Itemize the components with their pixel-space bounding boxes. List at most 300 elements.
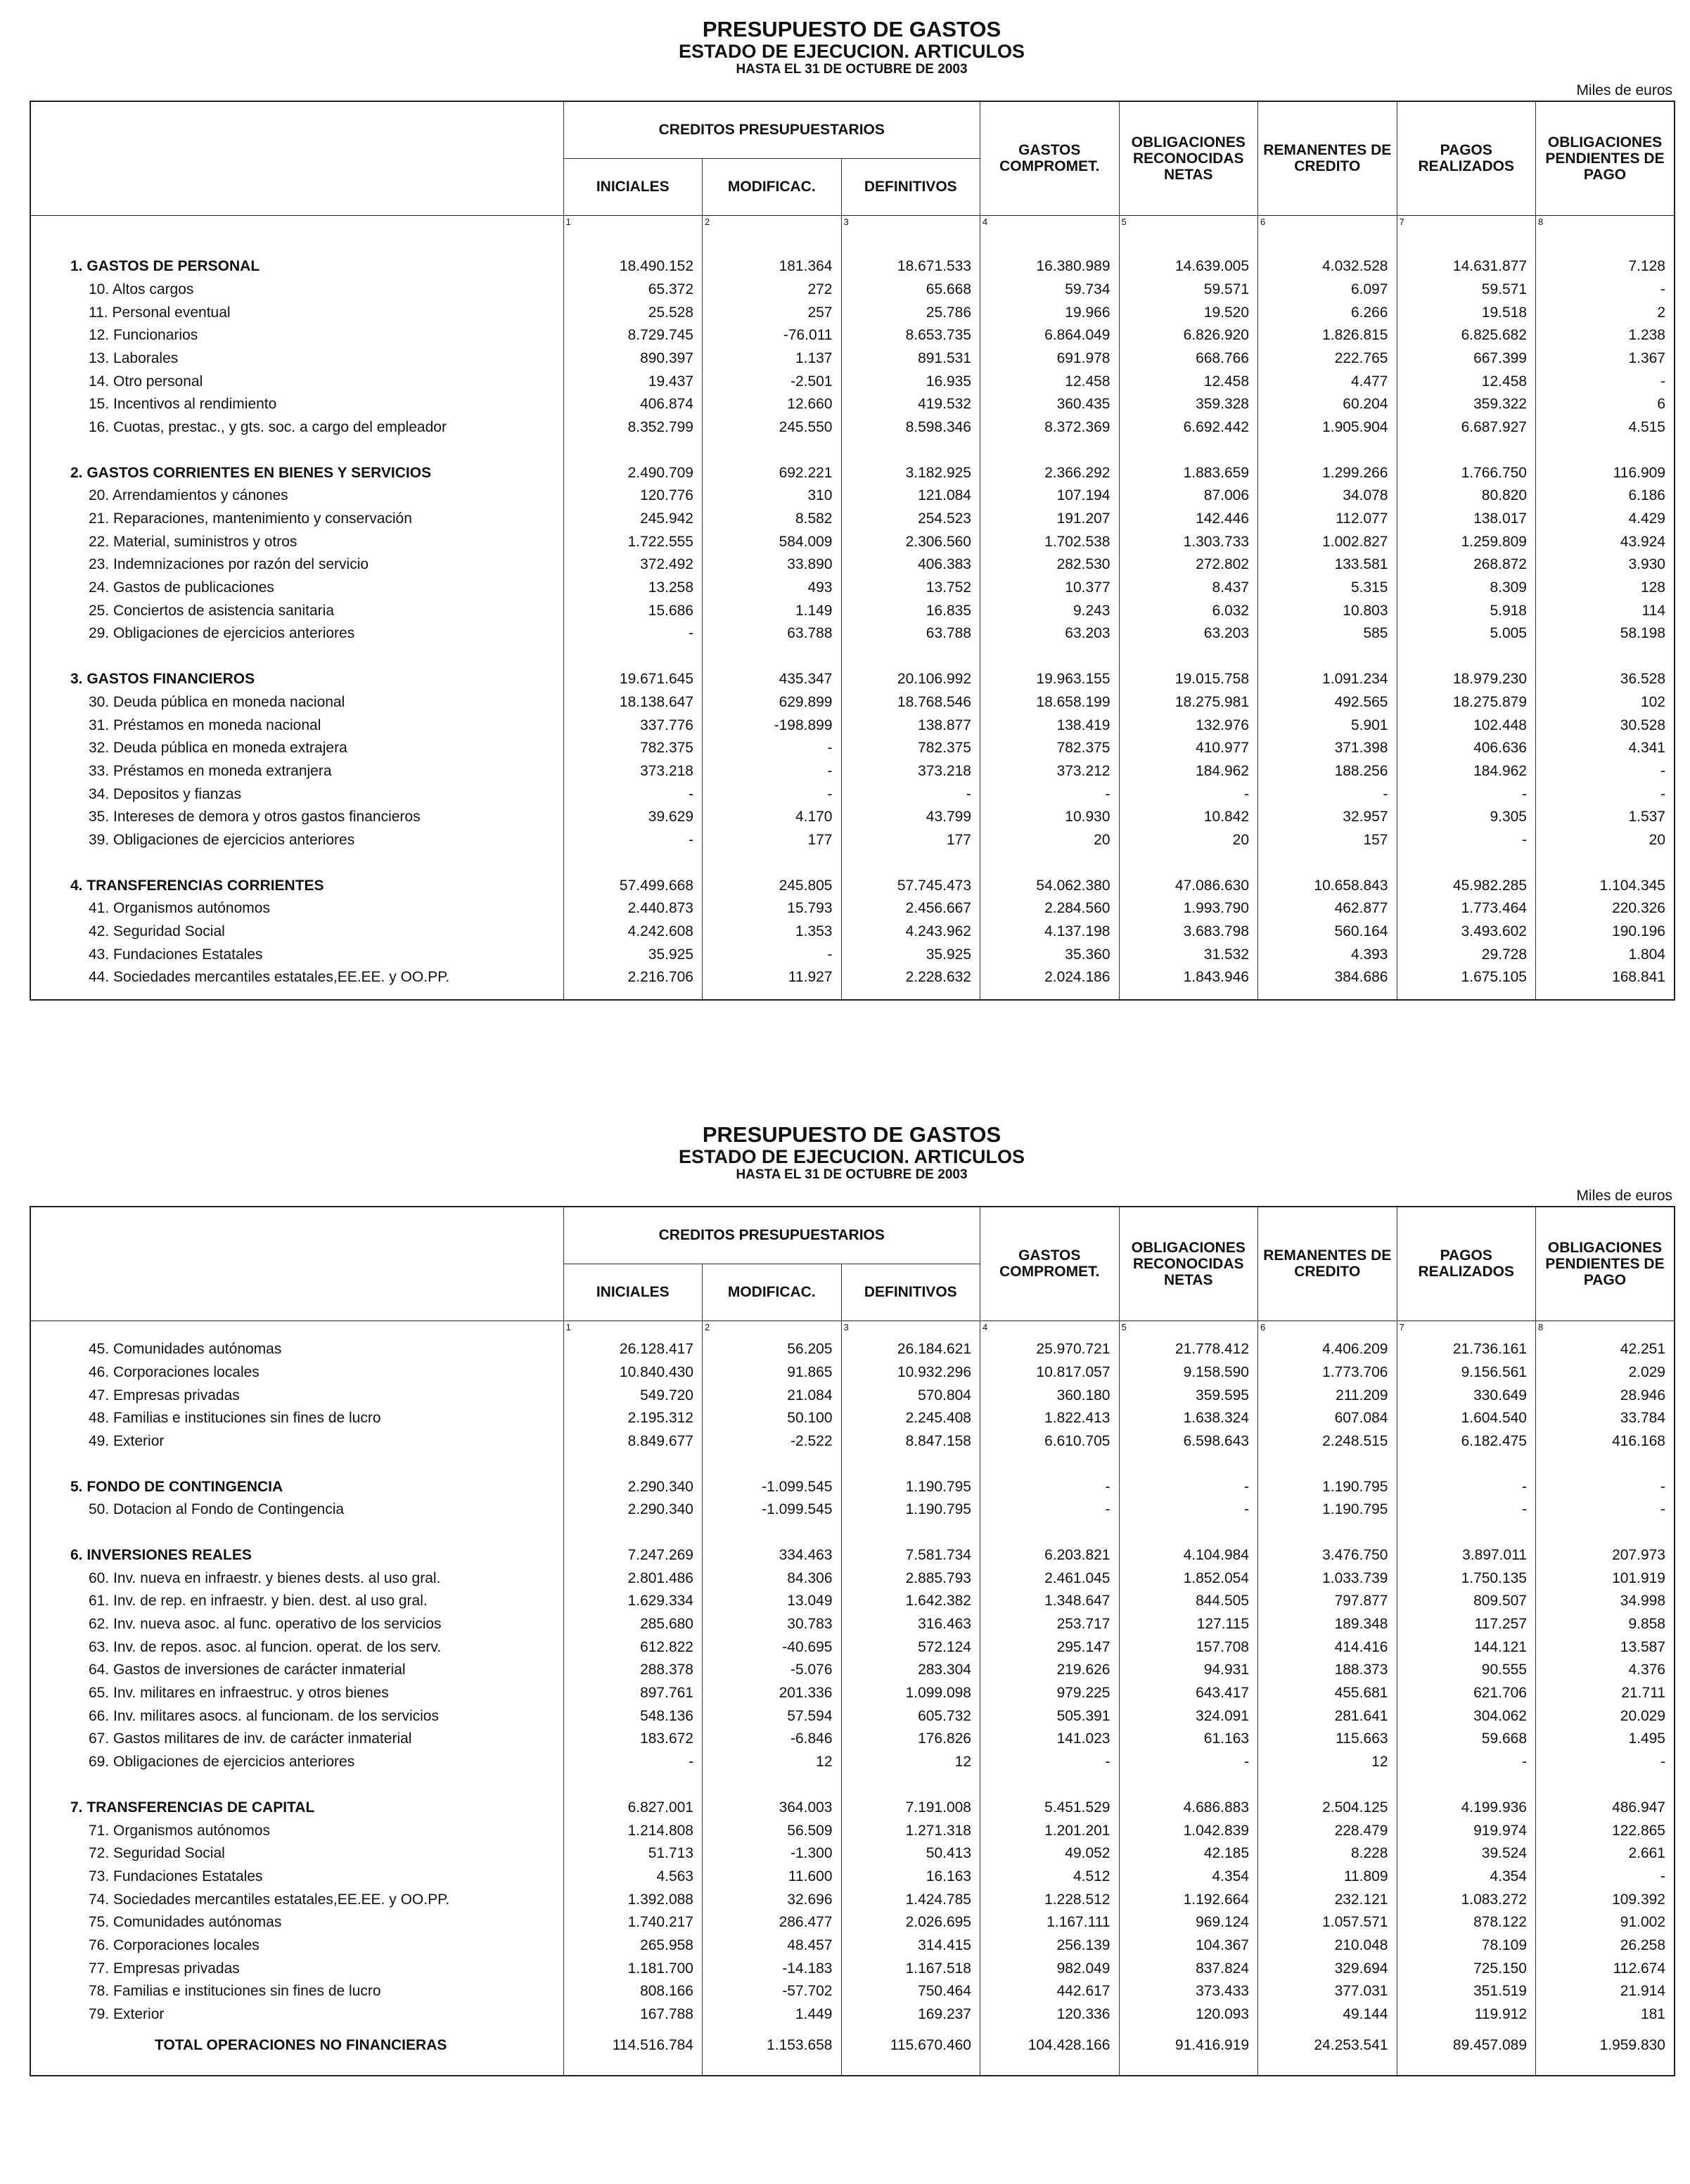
value-cell: 167.788 <box>563 2003 703 2026</box>
value-cell: 1.167.518 <box>841 1957 980 1980</box>
value-cell: 10.817.057 <box>980 1361 1120 1385</box>
value-cell: 210.048 <box>1258 1934 1397 1958</box>
article-row <box>30 1911 1675 1934</box>
article-row <box>30 553 1675 577</box>
value-cell: 605.732 <box>841 1704 980 1728</box>
value-cell: 549.720 <box>563 1384 703 1407</box>
value-cell: 20 <box>1119 829 1258 852</box>
row-label: 5. FONDO DE CONTINGENCIA <box>70 1478 283 1495</box>
value-cell: 42.185 <box>1119 1842 1258 1865</box>
value-cell: -1.099.545 <box>703 1475 842 1498</box>
value-cell: 101.919 <box>1536 1567 1675 1590</box>
spacer-cell <box>563 1453 703 1475</box>
value-cell: 373.218 <box>563 760 703 783</box>
row-label: 10. Altos cargos <box>89 281 194 297</box>
value-cell: 207.973 <box>1536 1544 1675 1567</box>
value-cell: 13.049 <box>703 1590 842 1613</box>
value-cell: 144.121 <box>1397 1636 1536 1659</box>
value-cell: 2.284.560 <box>980 897 1120 920</box>
value-cell: 65.372 <box>563 278 703 302</box>
row-label: 66. Inv. militares asocs. al funcionam. de los servicios <box>89 1707 439 1724</box>
value-cell: 1.167.111 <box>980 1911 1120 1934</box>
value-cell: 1.201.201 <box>980 1819 1120 1842</box>
budget-page <box>30 18 1674 1001</box>
value-cell: 91.416.919 <box>1119 2026 1258 2065</box>
value-cell: - <box>980 1498 1120 1522</box>
value-cell: 28.946 <box>1536 1384 1675 1407</box>
value-cell: 51.713 <box>563 1842 703 1865</box>
header-obligaciones: OBLIGACIONES RECONOCIDAS NETAS <box>1119 101 1258 216</box>
value-cell: 59.571 <box>1397 278 1536 302</box>
value-cell: 1.353 <box>703 920 842 944</box>
value-cell: 406.383 <box>841 553 980 577</box>
value-cell: 1.002.827 <box>1258 530 1397 553</box>
header-creditos: CREDITOS PRESUPUESTARIOS <box>563 101 980 159</box>
value-cell: 45.982.285 <box>1397 874 1536 897</box>
value-cell: 1.238 <box>1536 324 1675 347</box>
value-cell: 8.352.799 <box>563 416 703 439</box>
closing-row <box>30 989 1675 1000</box>
value-cell: 59.668 <box>1397 1728 1536 1751</box>
budget-table <box>30 101 1675 1001</box>
value-cell: 4.477 <box>1258 370 1397 393</box>
value-cell: 808.166 <box>563 1980 703 2003</box>
value-cell: 310 <box>703 484 842 508</box>
value-cell: 6.032 <box>1119 599 1258 622</box>
value-cell: 43.799 <box>841 806 980 829</box>
spacer-cell <box>563 439 703 461</box>
header-pagos: PAGOS REALIZADOS <box>1397 1207 1536 1321</box>
value-cell: 47.086.630 <box>1119 874 1258 897</box>
value-cell: -40.695 <box>703 1636 842 1659</box>
article-row <box>30 416 1675 439</box>
column-number-blank <box>30 1321 563 1338</box>
article-row <box>30 1567 1675 1590</box>
closing-cell <box>1536 2065 1675 2076</box>
value-cell: 10.842 <box>1119 806 1258 829</box>
value-cell: 493 <box>703 577 842 600</box>
spacer-cell <box>980 645 1120 668</box>
value-cell: 63.788 <box>703 622 842 645</box>
value-cell: 7.128 <box>1536 255 1675 278</box>
closing-cell <box>841 989 980 1000</box>
spacer-row <box>30 1453 1675 1475</box>
column-number: 5 <box>1119 1321 1258 1338</box>
spacer-row <box>30 233 1675 255</box>
row-label: 7. TRANSFERENCIAS DE CAPITAL <box>70 1799 315 1816</box>
value-cell: 1.773.464 <box>1397 897 1536 920</box>
value-cell: 21.084 <box>703 1384 842 1407</box>
value-cell: 191.207 <box>980 508 1120 531</box>
column-number: 6 <box>1258 215 1397 233</box>
value-cell: 288.378 <box>563 1659 703 1682</box>
article-row <box>30 1430 1675 1453</box>
value-cell: 91.865 <box>703 1361 842 1385</box>
column-number: 8 <box>1536 1321 1675 1338</box>
value-cell: 8.582 <box>703 508 842 531</box>
value-cell: 33.890 <box>703 553 842 577</box>
value-cell: 9.243 <box>980 599 1120 622</box>
spacer-cell <box>1397 1774 1536 1797</box>
date-line: HASTA EL 31 DE OCTUBRE DE 2003 <box>736 1167 968 1182</box>
value-cell: -14.183 <box>703 1957 842 1980</box>
spacer-cell <box>30 1453 563 1475</box>
value-cell: 4.512 <box>980 1865 1120 1889</box>
value-cell: 607.084 <box>1258 1407 1397 1430</box>
value-cell: 492.565 <box>1258 691 1397 714</box>
page-header <box>30 1124 1674 1182</box>
spacer-cell <box>980 1453 1120 1475</box>
value-cell: 360.180 <box>980 1384 1120 1407</box>
value-cell: 2.801.486 <box>563 1567 703 1590</box>
page-subtitle: ESTADO DE EJECUCION. ARTICULOS <box>678 40 1025 62</box>
spacer-cell <box>703 852 842 874</box>
value-cell: 1.826.815 <box>1258 324 1397 347</box>
value-cell: -198.899 <box>703 714 842 737</box>
header-definitivos: DEFINITIVOS <box>841 158 980 215</box>
value-cell: 56.509 <box>703 1819 842 1842</box>
article-row <box>30 530 1675 553</box>
spacer-cell <box>980 852 1120 874</box>
value-cell: 643.417 <box>1119 1682 1258 1705</box>
column-number: 8 <box>1536 215 1675 233</box>
closing-cell <box>1397 989 1536 1000</box>
value-cell: 32.957 <box>1258 806 1397 829</box>
article-row <box>30 943 1675 966</box>
spacer-cell <box>1258 439 1397 461</box>
value-cell: 1.149 <box>703 599 842 622</box>
value-cell: 63.788 <box>841 622 980 645</box>
closing-cell <box>841 2065 980 2076</box>
value-cell: 982.049 <box>980 1957 1120 1980</box>
column-number: 6 <box>1258 1321 1397 1338</box>
value-cell: 9.156.561 <box>1397 1361 1536 1385</box>
value-cell: 4.032.528 <box>1258 255 1397 278</box>
value-cell: 18.275.981 <box>1119 691 1258 714</box>
article-row <box>30 1888 1675 1911</box>
value-cell: 245.942 <box>563 508 703 531</box>
row-label: 30. Deuda pública en moneda nacional <box>89 693 345 710</box>
value-cell: 505.391 <box>980 1704 1120 1728</box>
value-cell: 809.507 <box>1397 1590 1536 1613</box>
value-cell: 12 <box>1258 1751 1397 1774</box>
value-cell: 18.768.546 <box>841 691 980 714</box>
spacer-cell <box>563 1522 703 1544</box>
value-cell: 121.084 <box>841 484 980 508</box>
value-cell: 1.993.790 <box>1119 897 1258 920</box>
closing-cell <box>1258 989 1397 1000</box>
article-row <box>30 1407 1675 1430</box>
article-row <box>30 1842 1675 1865</box>
value-cell: 10.840.430 <box>563 1361 703 1385</box>
value-cell: 25.528 <box>563 301 703 324</box>
value-cell: 34.078 <box>1258 484 1397 508</box>
value-cell: 7.191.008 <box>841 1797 980 1820</box>
row-label: 65. Inv. militares en infraestruc. y otros bienes <box>89 1685 389 1702</box>
row-label: 67. Gastos militares de inv. de carácter inmaterial <box>89 1730 412 1747</box>
spacer-cell <box>1397 233 1536 255</box>
row-label: 32. Deuda pública en moneda extrajera <box>89 740 347 757</box>
value-cell: 120.776 <box>563 484 703 508</box>
article-row <box>30 1613 1675 1636</box>
spacer-cell <box>1119 233 1258 255</box>
value-cell: 91.002 <box>1536 1911 1675 1934</box>
row-label: 71. Organismos autónomos <box>89 1822 270 1839</box>
spacer-cell <box>30 1774 563 1797</box>
value-cell: 2.245.408 <box>841 1407 980 1430</box>
article-row <box>30 691 1675 714</box>
value-cell: 6.266 <box>1258 301 1397 324</box>
row-label: 64. Gastos de inversiones de carácter inmaterial <box>89 1662 406 1678</box>
value-cell: 18.275.879 <box>1397 691 1536 714</box>
value-cell: 168.841 <box>1536 966 1675 989</box>
row-label: 46. Corporaciones locales <box>89 1363 260 1380</box>
value-cell: 115.663 <box>1258 1728 1397 1751</box>
value-cell: 265.958 <box>563 1934 703 1958</box>
value-cell: 4.376 <box>1536 1659 1675 1682</box>
value-cell: 141.023 <box>980 1728 1120 1751</box>
value-cell: 1.959.830 <box>1536 2026 1675 2065</box>
value-cell: 4.137.198 <box>980 920 1120 944</box>
article-row <box>30 1957 1675 1980</box>
value-cell: 272.802 <box>1119 553 1258 577</box>
header-obligaciones: OBLIGACIONES RECONOCIDAS NETAS <box>1119 1207 1258 1321</box>
value-cell: 256.139 <box>980 1934 1120 1958</box>
value-cell: 228.479 <box>1258 1819 1397 1842</box>
value-cell: 1.299.266 <box>1258 461 1397 484</box>
value-cell: 1.822.413 <box>980 1407 1120 1430</box>
value-cell: 1.766.750 <box>1397 461 1536 484</box>
value-cell: 891.531 <box>841 347 980 371</box>
article-row <box>30 577 1675 600</box>
value-cell: 283.304 <box>841 1659 980 1682</box>
value-cell: 19.671.645 <box>563 668 703 691</box>
value-cell: 138.419 <box>980 714 1120 737</box>
value-cell: 122.865 <box>1536 1819 1675 1842</box>
value-cell: 1.137 <box>703 347 842 371</box>
column-number: 4 <box>980 1321 1120 1338</box>
article-row <box>30 1819 1675 1842</box>
value-cell: 1.750.135 <box>1397 1567 1536 1590</box>
row-label: 22. Material, suministros y otros <box>89 533 297 550</box>
spacer-cell <box>1536 1453 1675 1475</box>
article-row <box>30 1384 1675 1407</box>
value-cell: 4.354 <box>1119 1865 1258 1889</box>
row-label: 63. Inv. de repos. asoc. al funcion. operat. de los serv. <box>89 1638 442 1655</box>
value-cell: - <box>703 760 842 783</box>
value-cell: 837.824 <box>1119 1957 1258 1980</box>
article-row <box>30 347 1675 371</box>
value-cell: 112.077 <box>1258 508 1397 531</box>
row-label: 4. TRANSFERENCIAS CORRIENTES <box>70 877 324 894</box>
value-cell: - <box>1119 783 1258 806</box>
closing-cell <box>980 989 1120 1000</box>
value-cell: 2 <box>1536 301 1675 324</box>
value-cell: 117.257 <box>1397 1613 1536 1636</box>
article-row <box>30 1934 1675 1958</box>
value-cell: -2.501 <box>703 370 842 393</box>
header-comprometidos: GASTOS COMPROMET. <box>980 1207 1120 1321</box>
value-cell: 58.198 <box>1536 622 1675 645</box>
value-cell: 285.680 <box>563 1613 703 1636</box>
value-cell: - <box>1536 278 1675 302</box>
value-cell: 157 <box>1258 829 1397 852</box>
value-cell: 157.708 <box>1119 1636 1258 1659</box>
value-cell: 94.931 <box>1119 1659 1258 1682</box>
article-row <box>30 897 1675 920</box>
row-label: 77. Empresas privadas <box>89 1960 240 1977</box>
value-cell: 3.476.750 <box>1258 1544 1397 1567</box>
spacer-cell <box>1536 439 1675 461</box>
article-row <box>30 278 1675 302</box>
value-cell: 979.225 <box>980 1682 1120 1705</box>
spacer-cell <box>1258 1522 1397 1544</box>
value-cell: - <box>563 622 703 645</box>
header-comprometidos: GASTOS COMPROMET. <box>980 101 1120 216</box>
spacer-cell <box>980 439 1120 461</box>
value-cell: 65.668 <box>841 278 980 302</box>
article-row <box>30 508 1675 531</box>
value-cell: 919.974 <box>1397 1819 1536 1842</box>
value-cell: 3.683.798 <box>1119 920 1258 944</box>
value-cell: 39.629 <box>563 806 703 829</box>
value-cell: 329.694 <box>1258 1957 1397 1980</box>
spacer-row <box>30 1522 1675 1544</box>
value-cell: 50.413 <box>841 1842 980 1865</box>
value-cell: 2.026.695 <box>841 1911 980 1934</box>
value-cell: 8.849.677 <box>563 1430 703 1453</box>
row-label: 62. Inv. nueva asoc. al func. operativo de los servicios <box>89 1616 442 1633</box>
value-cell: 57.499.668 <box>563 874 703 897</box>
value-cell: 782.375 <box>841 737 980 760</box>
value-cell: -2.522 <box>703 1430 842 1453</box>
closing-cell <box>30 2065 563 2076</box>
spacer-cell <box>30 852 563 874</box>
value-cell: 63.203 <box>1119 622 1258 645</box>
value-cell: - <box>703 737 842 760</box>
value-cell: 169.237 <box>841 2003 980 2026</box>
row-label: 39. Obligaciones de ejercicios anteriores <box>89 831 355 848</box>
value-cell: 12.458 <box>1119 370 1258 393</box>
value-cell: - <box>1536 1498 1675 1522</box>
article-row <box>30 301 1675 324</box>
category-row <box>30 874 1675 897</box>
spacer-cell <box>563 645 703 668</box>
value-cell: 10.932.296 <box>841 1361 980 1385</box>
value-cell: 1.642.382 <box>841 1590 980 1613</box>
value-cell: 295.147 <box>980 1636 1120 1659</box>
value-cell: 1.905.904 <box>1258 416 1397 439</box>
value-cell: 1.495 <box>1536 1728 1675 1751</box>
value-cell: 19.015.758 <box>1119 668 1258 691</box>
article-row <box>30 1728 1675 1751</box>
column-number: 3 <box>841 215 980 233</box>
value-cell: 114.516.784 <box>563 2026 703 2065</box>
row-label: 23. Indemnizaciones por razón del servicio <box>89 556 369 573</box>
category-row <box>30 1475 1675 1498</box>
value-cell: 245.550 <box>703 416 842 439</box>
value-cell: - <box>1536 760 1675 783</box>
page-title: PRESUPUESTO DE GASTOS <box>702 1122 1001 1147</box>
spacer-cell <box>1397 439 1536 461</box>
row-label: 31. Préstamos en moneda nacional <box>89 717 321 733</box>
spacer-cell <box>30 233 563 255</box>
value-cell: 1.629.334 <box>563 1590 703 1613</box>
row-label: 50. Dotacion al Fondo de Contingencia <box>89 1501 345 1518</box>
value-cell: 2.290.340 <box>563 1498 703 1522</box>
value-cell: 2.504.125 <box>1258 1797 1397 1820</box>
value-cell: 897.761 <box>563 1682 703 1705</box>
value-cell: 668.766 <box>1119 347 1258 371</box>
value-cell: -5.076 <box>703 1659 842 1682</box>
value-cell: 176.826 <box>841 1728 980 1751</box>
value-cell: 1.181.700 <box>563 1957 703 1980</box>
value-cell: 49.052 <box>980 1842 1120 1865</box>
row-label: 45. Comunidades autónomas <box>89 1341 282 1358</box>
value-cell: 797.877 <box>1258 1590 1397 1613</box>
value-cell: 49.144 <box>1258 2003 1397 2026</box>
value-cell: 1.083.272 <box>1397 1888 1536 1911</box>
article-row <box>30 2003 1675 2026</box>
value-cell: 33.784 <box>1536 1407 1675 1430</box>
value-cell: 16.935 <box>841 370 980 393</box>
value-cell: 84.306 <box>703 1567 842 1590</box>
value-cell: 211.209 <box>1258 1384 1397 1407</box>
value-cell: 183.672 <box>563 1728 703 1751</box>
value-cell: 2.228.632 <box>841 966 980 989</box>
value-cell: 116.909 <box>1536 461 1675 484</box>
value-cell: 1.190.795 <box>841 1498 980 1522</box>
value-cell: 32.696 <box>703 1888 842 1911</box>
value-cell: 14.631.877 <box>1397 255 1536 278</box>
value-cell: - <box>841 783 980 806</box>
value-cell: 6.827.001 <box>563 1797 703 1820</box>
value-cell: 128 <box>1536 577 1675 600</box>
value-cell: 18.138.647 <box>563 691 703 714</box>
value-cell: 1.099.098 <box>841 1682 980 1705</box>
spacer-cell <box>1397 645 1536 668</box>
value-cell: 78.109 <box>1397 1934 1536 1958</box>
value-cell: 4.429 <box>1536 508 1675 531</box>
value-cell: 4.354 <box>1397 1865 1536 1889</box>
value-cell: 282.530 <box>980 553 1120 577</box>
category-row <box>30 668 1675 691</box>
value-cell: 18.671.533 <box>841 255 980 278</box>
value-cell: 181 <box>1536 2003 1675 2026</box>
value-cell: 1.190.795 <box>1258 1475 1397 1498</box>
value-cell: 30.783 <box>703 1613 842 1636</box>
value-cell: 2.461.045 <box>980 1567 1120 1590</box>
row-label: 1. GASTOS DE PERSONAL <box>70 258 260 275</box>
value-cell: 4.341 <box>1536 737 1675 760</box>
value-cell: 2.195.312 <box>563 1407 703 1430</box>
value-cell: 4.686.883 <box>1119 1797 1258 1820</box>
value-cell: 1.259.809 <box>1397 530 1536 553</box>
value-cell: 31.532 <box>1119 943 1258 966</box>
value-cell: 6.687.927 <box>1397 416 1536 439</box>
value-cell: - <box>563 829 703 852</box>
row-label: 44. Sociedades mercantiles estatales,EE.EE. y OO.PP. <box>89 969 450 986</box>
units-note: Miles de euros <box>1576 1187 1672 1204</box>
column-number-row <box>30 215 1675 233</box>
value-cell: 9.858 <box>1536 1613 1675 1636</box>
article-row <box>30 1659 1675 1682</box>
spacer-cell <box>1536 852 1675 874</box>
value-cell: 90.555 <box>1397 1659 1536 1682</box>
value-cell: 621.706 <box>1397 1682 1536 1705</box>
value-cell: 42.251 <box>1536 1338 1675 1361</box>
value-cell: 26.184.621 <box>841 1338 980 1361</box>
